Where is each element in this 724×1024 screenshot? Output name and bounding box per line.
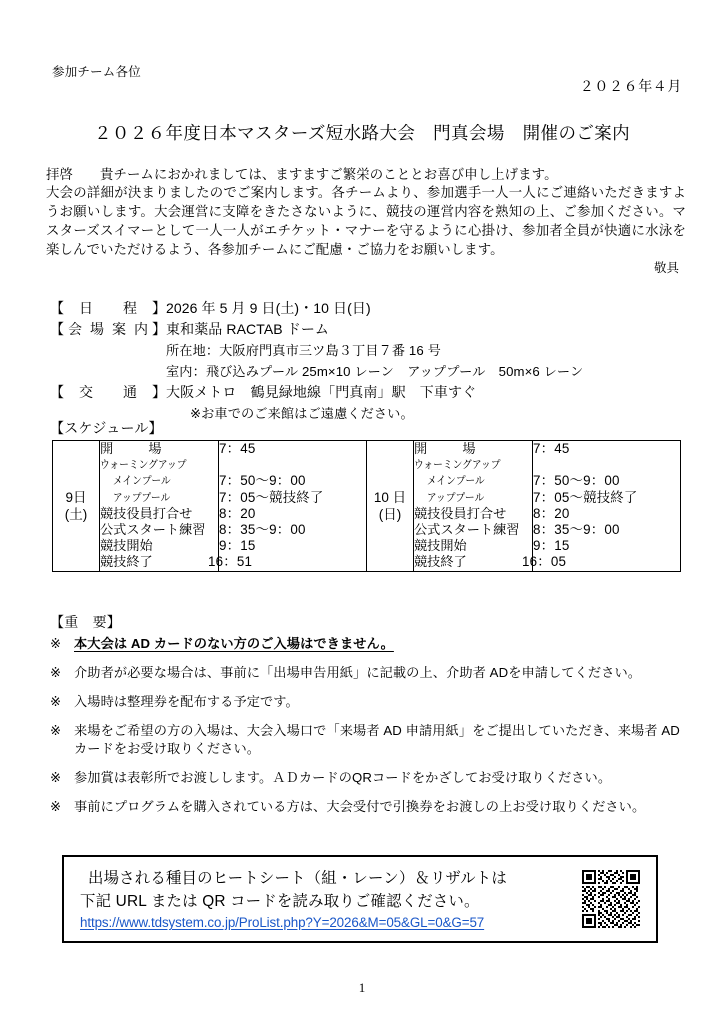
schedule-item: ウォーミングアップ xyxy=(100,459,187,472)
page-title: ２０２６年度日本マスターズ短水路大会 門真会場 開催のご案内 xyxy=(93,123,631,143)
schedule-time-blank xyxy=(533,457,680,473)
detail-row-access xyxy=(50,382,700,403)
body-paragraph: 大会の詳細が決まりましたのでご案内します。各チームより、参加選手一人一人にご連絡いただきますようお願いします。大会運営に支障をきたさないように、競技の運営内容を熟知の上、ご参加ください。マスターズスイマーとして一人一人がエチケット・マナーを守るように心掛け、参加者全員が快適に水泳を楽しんでいただけるよう、各参加チームにご配慮・ご協力をお願いします。 xyxy=(46,185,686,257)
schedule-item: 競技終了 xyxy=(100,554,153,570)
schedule-item: 競技役員打合せ xyxy=(100,505,193,521)
detail-value-access: 大阪メトロ 鶴見緑地線「門真南」駅 下車すぐ xyxy=(166,384,477,400)
detail-label-access xyxy=(50,382,166,403)
notice-text: 事前にプログラムを購入されている方は、大会受付で引換券をお渡しの上お受け取りください。 xyxy=(74,799,646,814)
bracket-close: 】 xyxy=(152,384,166,400)
schedule-item: 競技役員打合せ xyxy=(414,505,507,521)
bracket-close: 】 xyxy=(152,300,166,316)
schedule-time: 7：45 xyxy=(533,441,570,456)
schedule-times-cell-1 xyxy=(208,441,367,572)
schedule-time: 9：15 xyxy=(533,538,570,554)
label-char: 場 xyxy=(90,321,104,337)
day-number: 10 日 xyxy=(373,489,407,505)
notice-mark: ※ xyxy=(50,723,62,738)
day-number: 9日 xyxy=(65,489,87,505)
qr-code-icon xyxy=(582,870,640,928)
closing-word: 敬具 xyxy=(653,261,679,275)
schedule-time: 16：51 xyxy=(208,554,253,570)
schedule-items-cell-2 xyxy=(414,441,533,572)
detail-value-venue: 東和薬品 RACTAB ドーム xyxy=(166,321,330,337)
schedule-item: ウォーミングアップ xyxy=(414,459,501,472)
table-row xyxy=(53,441,681,572)
notice-item xyxy=(50,769,690,787)
document-date: ２０２６年４月 xyxy=(579,78,682,94)
schedule-time: 7：50〜9：00 xyxy=(533,473,620,489)
notice-mark: ※ xyxy=(50,636,62,651)
bracket-open: 【 xyxy=(50,300,64,316)
notice-text: 本大会は AD カードのない方のご入場はできません。 xyxy=(74,636,394,651)
greeting-line: 拝啓 貴チームにおかれましては、ますますご繁栄のこととお喜び申し上げます。 xyxy=(46,167,558,182)
url-box-line1: 出場される種目のヒートシート（組・レーン）＆リザルトは xyxy=(88,870,507,887)
schedule-time: 8：35〜9：00 xyxy=(533,522,620,538)
label-char: 案 xyxy=(112,321,126,337)
schedule-item: 競技開始 xyxy=(414,538,467,554)
venue-pool-info: 室内：飛び込みプール 25m×10 レーン アッププール 50m×6 レーン xyxy=(166,364,584,379)
notice-item xyxy=(50,798,690,816)
notice-item xyxy=(50,693,690,711)
label-char: 日 xyxy=(79,300,93,316)
notice-item xyxy=(50,635,690,653)
notice-text: 介助者が必要な場合は、事前に「出場申告用紙」に記載の上、介助者 ADを申請してください。 xyxy=(74,665,642,680)
access-note: ※お車でのご来館はご遠慮ください。 xyxy=(190,406,414,421)
venue-address: 所在地：大阪府門真市三ツ島３丁目７番 16 号 xyxy=(166,343,441,358)
event-details xyxy=(50,298,700,424)
notice-item xyxy=(50,664,690,682)
notice-mark: ※ xyxy=(50,694,62,709)
schedule-time: 7：50〜9：00 xyxy=(219,473,306,489)
notice-item xyxy=(50,722,690,758)
schedule-item: 開 場 xyxy=(100,441,173,456)
schedule-time: 7：45 xyxy=(219,441,256,456)
schedule-time: 16：05 xyxy=(522,554,567,570)
label-char: 会 xyxy=(68,321,82,337)
qr-code-svg xyxy=(582,870,640,928)
detail-value-date: 2026 年 5 月 9 日(土)・10 日(日) xyxy=(166,300,371,316)
url-box-text xyxy=(64,865,582,933)
schedule-heading: 【スケジュール】 xyxy=(50,420,163,436)
addressee-line: 参加チーム各位 xyxy=(52,65,141,79)
result-url-link[interactable]: https://www.tdsystem.co.jp/ProList.php?Y=2026&M=05&GL=0&G=57 xyxy=(80,915,485,930)
schedule-item: アッププール xyxy=(112,491,171,504)
schedule-time: 8：20 xyxy=(533,505,570,521)
schedule-time: 8：20 xyxy=(219,505,256,521)
schedule-item: 競技終了 xyxy=(414,554,467,570)
schedule-item: 開 場 xyxy=(414,441,487,456)
page-number: 1 xyxy=(358,980,366,995)
schedule-item: メインプール xyxy=(426,475,485,488)
schedule-time: 8：35〜9：00 xyxy=(219,522,306,538)
detail-row-date xyxy=(50,298,700,319)
schedule-time: 7：05〜競技終了 xyxy=(533,489,638,505)
schedule-time: 7：05〜競技終了 xyxy=(219,489,324,505)
bracket-close: 】 xyxy=(152,321,166,337)
url-info-box xyxy=(62,855,658,943)
schedule-item: 公式スタート練習 xyxy=(414,522,520,538)
label-char: 程 xyxy=(123,300,137,316)
important-heading: 【重 要】 xyxy=(50,614,121,630)
notice-mark: ※ xyxy=(50,799,62,814)
detail-label-venue xyxy=(50,319,166,340)
schedule-item: メインプール xyxy=(112,475,171,488)
schedule-time: 9：15 xyxy=(219,538,256,554)
detail-label-date xyxy=(50,298,166,319)
schedule-times-cell-2 xyxy=(522,441,681,572)
label-char: 内 xyxy=(134,321,148,337)
schedule-table xyxy=(52,440,681,572)
bracket-open: 【 xyxy=(50,321,64,337)
notice-text: 参加賞は表彰所でお渡しします。ＡＤカードのQRコードをかざしてお受け取りください。 xyxy=(74,770,612,785)
bracket-open: 【 xyxy=(50,384,64,400)
schedule-day-cell-2 xyxy=(367,441,414,572)
schedule-item: 競技開始 xyxy=(100,538,153,554)
label-char: 交 xyxy=(79,384,93,400)
schedule-items-cell-1 xyxy=(100,441,219,572)
schedule-time-blank xyxy=(219,457,366,473)
schedule-table-wrap xyxy=(52,440,674,572)
schedule-item: 公式スタート練習 xyxy=(100,522,206,538)
notice-text: 入場時は整理券を配布する予定です。 xyxy=(74,694,299,709)
notice-mark: ※ xyxy=(50,665,62,680)
schedule-item: アッププール xyxy=(426,491,485,504)
schedule-day-cell-1 xyxy=(53,441,100,572)
important-notices xyxy=(50,635,690,827)
label-char: 通 xyxy=(123,384,137,400)
day-weekday: (土) xyxy=(64,506,88,522)
notice-text: 来場をご希望の方の入場は、大会入場口で「来場者 AD 申請用紙」をご提出していただき、来場者 AD カードをお受け取りください。 xyxy=(74,723,680,756)
detail-row-venue xyxy=(50,319,700,340)
notice-mark: ※ xyxy=(50,770,62,785)
url-box-line2: 下記 URL または QR コードを読み取りご確認ください。 xyxy=(80,893,480,910)
day-weekday: (日) xyxy=(378,506,402,522)
